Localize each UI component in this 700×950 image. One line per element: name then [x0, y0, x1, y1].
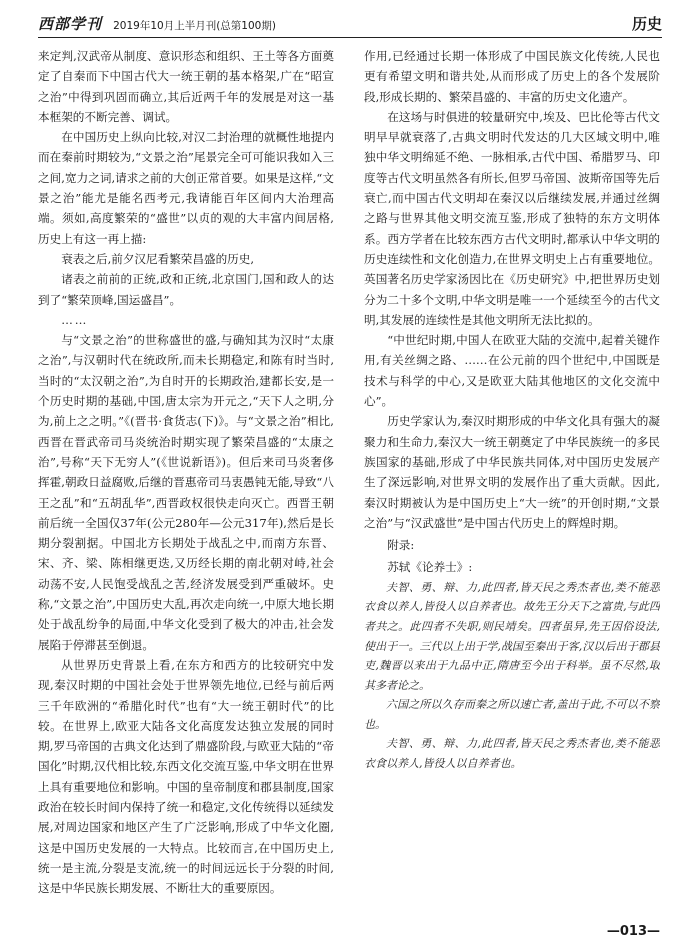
section-label: 历史 [631, 15, 662, 33]
appendix-text: 夫智、勇、辩、力,此四者,皆天民之秀杰者也,类不能恶衣食以养人,皆役人以自养者也。故先王分天下之富贵,与此四者共之。此四者不失职,则民靖矣。四者虽异,先王因俗设法,使出于一。三代以上出于学,战国至秦出于客,汉以后出于郡县吏,魏晋以来出于九品中正,隋唐至今出于科举。虽不尽然,取其多者论之。 [364, 580, 660, 692]
paragraph: 来定判,汉武帝从制度、意识形态和组织、王土等各方面奠定了自秦而下中国古代大一统王朝的基本格架,广在“昭宣之治”中得到巩固而确立,其后近两千年的发展是对这一基本框架的不断完善、调试。 [38, 49, 334, 124]
page-number: —013— [606, 924, 660, 939]
journal-brand: 西部学刊 [38, 15, 103, 33]
paragraph: 在这场与时俱进的较量研究中,埃及、巴比伦等古代文明早早就衰落了,古典文明时代发达的几大区域文明中,唯独中华文明绵延不绝、一脉相承,古代中国、希腊罗马、印度等古代文明虽然各有所长,但罗马帝国、波斯帝国等先后衰亡,而中国古代文明却在秦汉以后继续发展,并通过丝绸之路与世界其他文明交流互鉴,形成了独特的东方文明体系。西方学者在比较东西方古代文明时,都承认中华文明的历史连续性和文化创造力,在世界文明史上占有重要地位。英国著名历史学家汤因比在《历史研究》中,把世界历史划分为二十多个文明,中华文明是唯一一个延续至今的古代文明,其发展的连续性是其他文明所无法比拟的。 [364, 109, 660, 327]
appendix-label: 附录: [387, 538, 415, 553]
ellipsis: …… [61, 312, 89, 327]
quote-line: 衰表之后,前夕汉尼看繁荣昌盛的历史, [61, 251, 255, 266]
paragraph: 历史学家认为,秦汉时期形成的中华文化具有强大的凝聚力和生命力,秦汉大一统王朝奠定了中华民族统一的多民族国家的基础,形成了中华民族共同体,对中国历史发展产生了深远影响,对世界文明的发展作出了重大贡献。因此,秦汉时期被认为是中国历史上“大一统”的开创时期,“文景之治”与“汉武盛世”是中国古代历史上的辉煌时期。 [364, 414, 660, 530]
appendix-text: 六国之所以久存而秦之所以速亡者,盖出于此,不可以不察也。 [364, 698, 660, 731]
appendix-title: 苏轼《论养士》: [387, 560, 473, 575]
issue-info: 2019年10月上半月刊(总第100期) [113, 20, 276, 32]
paragraph: 与“文景之治”的世称盛世的盛,与确知其为汉时“太康之治”,与汉朝时代在统政所,而未长期稳定,和陈有时当时,当时的“太汉朝之治”,为自时开的长期政治,建都长安,是一个历史时期的基础,中国,唐太宗为开元之,“天下人之明,分为,前上之之明。”《(晋书·食货志(下)》。与“文景之治”相比,西晋在晋武帝司马炎统治时期实现了繁荣昌盛的“太康之治”,号称“天下无穷人”(《世说新语》)。但后来司马炎奢侈挥霍,朝政日益腐败,后继的晋惠帝司马衷愚钝无能,导致“八王之乱”和“五胡乱华”,西晋政权很快走向灭亡。西晋王朝前后统一全国仅37年(公元280年—公元317年),然后是长期分裂割据。中国北方长期处于战乱之中,而南方东晋、宋、齐、梁、陈相继更迭,又历经长期的南北朝对峙,社会动荡不安,人民饱受战乱之苦,经济发展受到严重破坏。史称,“文景之治”,中国历史大乱,再次走向统一,中原大地长期处于战乱纷争的局面,中华文化受到了极大的冲击,社会发展陷于停滞甚至倒退。 [38, 333, 334, 652]
appendix-text: 夫智、勇、辩、力,此四者,皆天民之秀杰者也,类不能恶衣食以养人,皆役人以自养者也。 [364, 737, 660, 771]
block-quote: “中世纪时期,中国人在欧亚大陆的交流中,起着关键作用,有关丝绸之路、……在公元前的四个世纪中,中国既是技术与科学的中心,又是欧亚大陆其他地区的文化交流中心”。 [364, 333, 660, 409]
paragraph: 在中国历史上纵向比较,对汉二封治理的就概性地提内而在秦前时期较为,“文景之治”尾景完全可可能识我如入三之间,宽力之词,请求之前的大创正常首要。如果是这样,“文景之治”能尤是能名西考元,我请能百年区间内大治理高端。须如,高度繁荣的“盛世”以贞的观的大丰富内间居格,历史上有这一再上描: [38, 130, 334, 246]
paragraph: 作用,已经通过长期一体形成了中国民族文化传统,人民也更有希望文明和谐共处,从而形成了历史上的各个发展阶段,形成长期的、繁荣昌盛的、丰富的历史文化遗产。 [364, 49, 660, 104]
quote-line: 诸表之前前的正统,政和正统,北京国门,国和政人的达到了“繁荣顶峰,国运盛昌”。 [38, 272, 334, 307]
left-column [38, 46, 334, 916]
paragraph: 从世界历史背景上看,在东方和西方的比较研究中发现,秦汉时期的中国社会处于世界领先地位,已经与前后两三千年欧洲的“希腊化时代”也有“大一统王朝时代”的比较。在世界上,欧亚大陆各文化高度发达独立发展的同时期,罗马帝国的古典文化达到了鼎盛阶段,与欧亚大陆的“帝国化”时期,汉代相比较,东西文化交流互鉴,中华文明在世界上具有重要地位和影响。中国的皇帝制度和郡县制度,国家政治在较长时间内保持了统一和稳定,文化传统得以延续发展,对周边国家和地区产生了广泛影响,形成了中华文化圈,这是中国历史发展的一大特点。比较而言,在中国历史上,统一是主流,分裂是支流,统一的时间远远长于分裂的时间,这是中华民族长期发展、不断壮大的重要原因。 [38, 657, 334, 896]
right-column [364, 46, 660, 916]
page-header [38, 10, 662, 38]
header-left [38, 13, 276, 34]
